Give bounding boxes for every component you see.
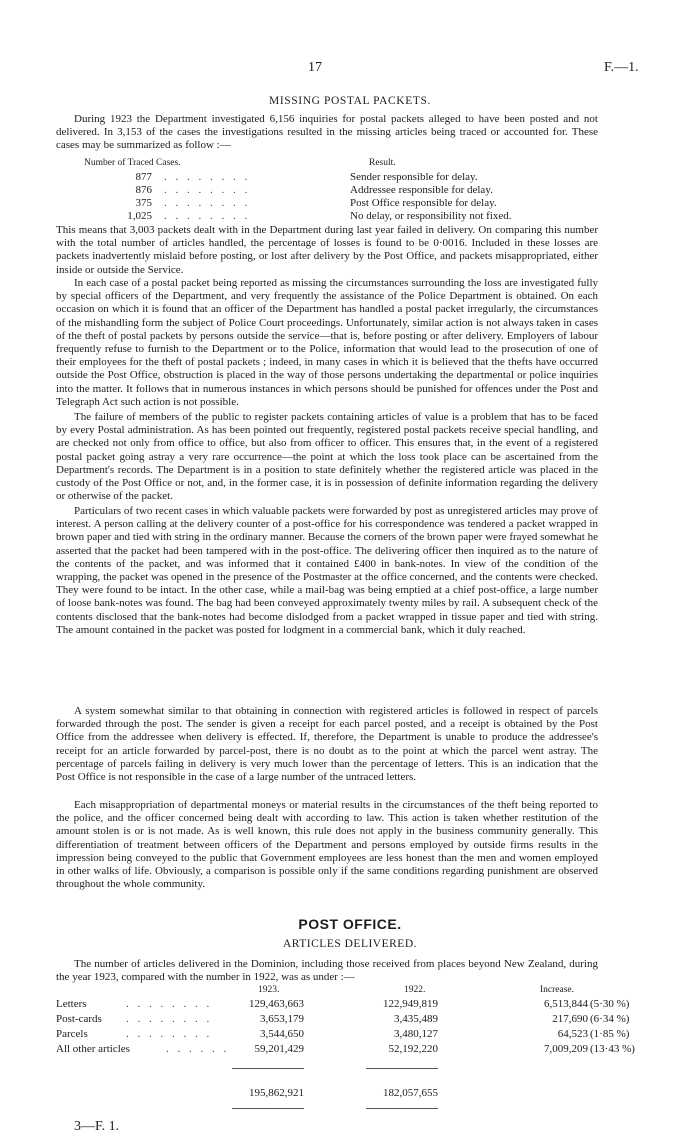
value-percent: (5·30 %) (590, 998, 630, 1010)
value-increase: 217,690 (552, 1013, 588, 1025)
paragraph-parcels: A system somewhat similar to that obtaining in connection with registered articles is followed in respect of parcels forwarded through the post. The sender is given a receipt for each parcel posted, and a receipt is obtained by the Post Office from the addressee when delivery is effected. If, therefore, the Department is unable to produce the addressee's receipt for an article forwarded by parcel-post, there is no doubt as to the point at which the parcel went astray. The percentage of parcels failing in delivery is very much lower than the percentage of letters. This is an indication that the Post Office is not responsible in the case of a large number of the untraced letters. (56, 705, 598, 784)
signature-reference: 3—F. 1. (74, 1119, 120, 1134)
leader-dots: . . . . . . . . (164, 210, 251, 222)
total-rule-1922 (366, 1068, 438, 1069)
traced-case-row (80, 197, 620, 210)
case-result: Sender responsible for delay. (350, 171, 478, 183)
table-row (0, 1013, 700, 1026)
paragraph-losses: This means that 3,003 packets dealt with in the Department during last year failed in delivery. On comparing this number with the total number of articles handled, the percentage of losses is found to be 0·0016. Included in these losses are packets inadvertently mislaid before posting, or lost after delivery by the Post Office, and packets misappropriated, either inside or outside the Service. (56, 224, 598, 276)
value-1923: 3,653,179 (260, 1013, 304, 1025)
section-title-missing-packets: MISSING POSTAL PACKETS. (269, 95, 431, 107)
value-1923: 129,463,663 (249, 998, 304, 1010)
value-percent: (13·43 %) (590, 1043, 635, 1055)
value-1923: 59,201,429 (254, 1043, 304, 1055)
leader-dots: . . . . . . (166, 1043, 230, 1055)
value-percent: (1·85 %) (590, 1028, 630, 1040)
paragraph-recent-cases: Particulars of two recent cases in which valuable packets were forwarded by post as unregistered articles may prove of interest. A person calling at the delivery counter of a post-office for his correspondence was tendered a packet wrapped in brown paper and tied with string in the ordinary manner. Because the corners of the brown paper were frayed somewhat he asserted that the packet had been tampered with in the post-office. The delivering officer then inquired as to the nature of the contents of the packet, and was informed that it contained £400 in bank-notes. In view of the condition of the wrapping, the packet was opened in the presence of the Postmaster at the office concerned, and the contents were checked. They were found to be intact. In the other case, while a mail-bag was being emptied at a chief post-office, a large number of loose bank-notes was found. The bag had been conveyed approximately twenty miles by rail. A subsequent check of the contents disclosed that the bank-notes had become dislodged from a packet wrapped in tissue paper and tied with string. The amount contained in the packet was posted for lodgment in a commercial bank, which it duly reached. (56, 505, 598, 636)
value-1922: 122,949,819 (383, 998, 438, 1010)
page-number: 17 (308, 60, 322, 75)
leader-dots: . . . . . . . . (126, 998, 213, 1010)
leader-dots: . . . . . . . . (126, 1028, 213, 1040)
value-1922: 3,435,489 (394, 1013, 438, 1025)
leader-dots: . . . . . . . . (164, 184, 251, 196)
table-row (0, 998, 700, 1011)
leader-dots: . . . . . . . . (126, 1013, 213, 1025)
document-reference: F.—1. (604, 60, 639, 75)
column-header-result: Result. (369, 158, 396, 168)
value-percent: (6·34 %) (590, 1013, 630, 1025)
paragraph-articles-intro: The number of articles delivered in the Dominion, including those received from places beyond New Zealand, during the year 1923, compared with the number in 1922, was as under :— (56, 958, 598, 984)
row-label: Parcels (56, 1028, 88, 1040)
total-underline-1923 (232, 1108, 304, 1109)
case-result: No delay, or responsibility not fixed. (350, 210, 512, 222)
row-label: Post-cards (56, 1013, 102, 1025)
row-label: All other articles (56, 1043, 130, 1055)
value-1922: 52,192,220 (388, 1043, 438, 1055)
leader-dots: . . . . . . . . (164, 171, 251, 183)
table-row (0, 1043, 700, 1056)
column-header-1922: 1922. (404, 985, 426, 995)
case-count: 877 (135, 171, 152, 183)
articles-table-header (0, 985, 700, 997)
total-rule-1923 (232, 1068, 304, 1069)
column-header-1923: 1923. (258, 985, 280, 995)
totals-row (0, 1087, 700, 1100)
row-label: Letters (56, 998, 87, 1010)
section-title-post-office: POST OFFICE. (298, 916, 402, 932)
traced-case-row (80, 184, 620, 197)
paragraph-misappropriation: Each misappropriation of departmental moneys or material results in the circumstances of the theft being reported to the police, and the officer concerned being dealt with according to law. This action is taken whether restitution of the amount stolen is or is not made. As is well known, this rule does not apply in the business community generally. This differentiation of treatment between officers of the Department and persons employed by outside firms results in the impression being conveyed to the public that Government employees are less honest than the men and women employed in other walks of life. Obviously, a comparison is possible only if the same conditions regarding punishment are observed throughout the whole community. (56, 799, 598, 891)
case-result: Post Office responsible for delay. (350, 197, 497, 209)
paragraph-intro: During 1923 the Department investigated 6,156 inquiries for postal packets alleged to have been posted and not delivered. In 3,153 of the cases the investigations resulted in the missing articles being traced or accounted for. These cases may be summarized as follow :— (56, 113, 598, 152)
total-1923: 195,862,921 (249, 1087, 304, 1099)
value-increase: 6,513,844 (544, 998, 588, 1010)
case-count: 375 (135, 197, 152, 209)
traced-case-row (80, 171, 620, 184)
value-increase: 7,009,209 (544, 1043, 588, 1055)
value-1923: 3,544,650 (260, 1028, 304, 1040)
value-increase: 64,523 (557, 1028, 588, 1040)
column-header-increase: Increase. (540, 985, 575, 995)
case-count: 876 (135, 184, 152, 196)
total-1922: 182,057,655 (383, 1087, 438, 1099)
leader-dots: . . . . . . . . (164, 197, 251, 209)
value-1922: 3,480,127 (394, 1028, 438, 1040)
section-subtitle-articles-delivered: ARTICLES DELIVERED. (282, 938, 418, 950)
traced-cases-header (84, 158, 564, 170)
traced-case-row (80, 210, 620, 223)
table-row (0, 1028, 700, 1041)
column-header-cases: Number of Traced Cases. (84, 158, 181, 168)
case-count: 1,025 (127, 210, 152, 222)
case-result: Addressee responsible for delay. (350, 184, 493, 196)
paragraph-investigation: In each case of a postal packet being reported as missing the circumstances surrounding the loss are investigated fully by special officers of the Department, and very frequently the assistance of the Police Department is obtained. On each occasion on which it is found that an officer of the Department has handled a postal packet irregularly, the circumstances of the mishandling form the subject of Police Court proceedings. Unfortunately, similar action is not always taken in cases of the theft of postal packets by persons outside the service—that is, before posting or after delivery. Employers of labour frequently refuse to furnish to the Department or to the Police, information that would lead to the prosecution of one of their employees for the theft of postal packets ; indeed, in many cases in which it is believed that the thefts have occurred outside the Post Office, obstruction is placed in the way of those persons undertaking the departmental or police inquiries into the matter. It follows that in numerous instances in which persons should be punished for offences under the Post and Telegraph Act such action is not possible. (56, 277, 598, 408)
total-underline-1922 (366, 1108, 438, 1109)
paragraph-registration: The failure of members of the public to register packets containing articles of value is a problem that has to be faced by every Postal administration. As has been pointed out frequently, registered postal packets receive special handling, and are checked not only from office to office, but also from officer to officer. This ensures that, in the event of a registered postal packet going astray a very rare occurrence—the point at which the loss took place can be ascertained from the Department's records. The Department is in a position to state definitely whether the registered article was placed in the custody of the Post Office or not, and, in the former case, it is in possession of definite information regarding the delivery or otherwise of the packet. (56, 411, 598, 503)
